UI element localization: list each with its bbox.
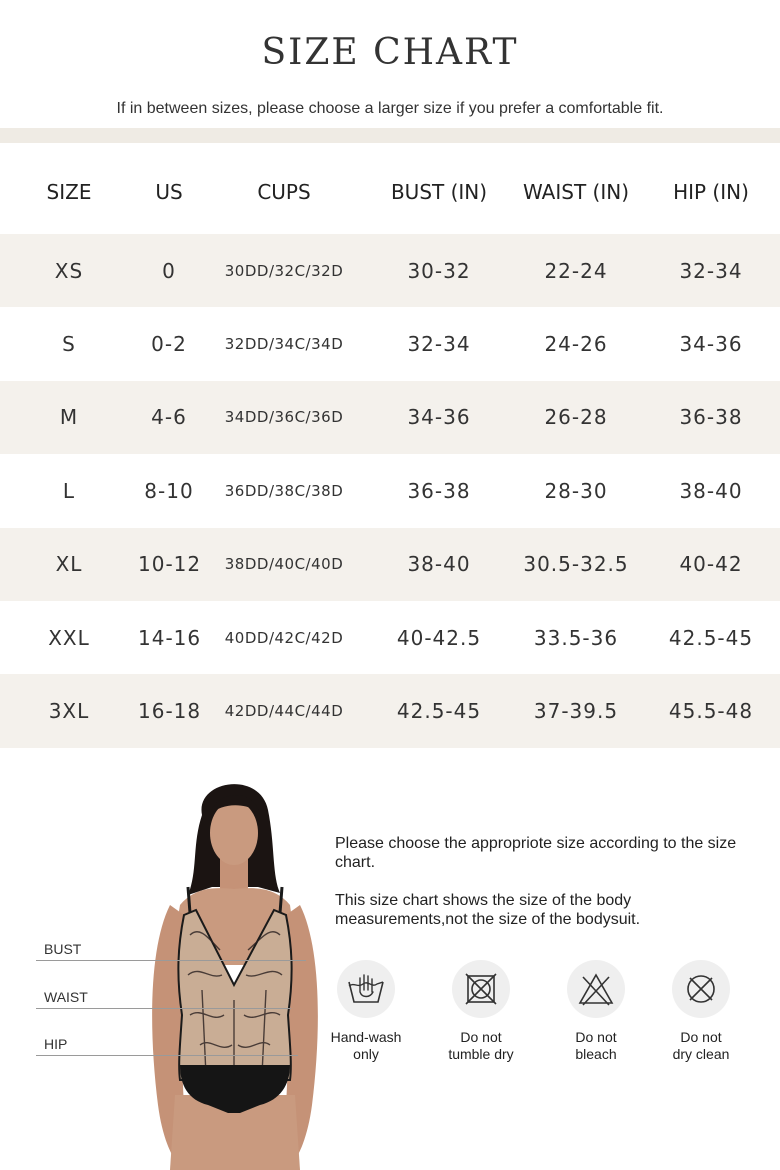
cell-waist: 30.5-32.5 <box>523 552 629 577</box>
info-paragraph-1: Please choose the appropriote size according to the size chart. <box>335 835 737 871</box>
cell-bust: 42.5-45 <box>396 699 482 724</box>
cell-hip: 38-40 <box>679 478 743 503</box>
page-subtitle: If in between sizes, please choose a larger size if you prefer a comfortable fit. <box>116 100 664 117</box>
cell-waist: 24-26 <box>544 332 608 357</box>
cell-us: 0 <box>162 258 176 283</box>
column-header-size: SIZE <box>46 180 92 204</box>
cell-us: 16-18 <box>138 699 202 724</box>
cell-hip: 34-36 <box>679 332 743 357</box>
table-row <box>0 601 780 674</box>
care-item-hand-wash <box>311 960 421 1063</box>
cell-waist: 37-39.5 <box>533 699 619 724</box>
cell-cups: 32DD/34C/34D <box>224 335 344 354</box>
care-item-no-dry-clean <box>646 960 756 1063</box>
hand-wash-icon <box>337 960 395 1018</box>
cell-bust: 34-36 <box>407 405 471 430</box>
cell-bust: 36-38 <box>407 478 471 503</box>
hip-line <box>36 1055 298 1056</box>
size-table <box>0 150 780 748</box>
cell-bust: 30-32 <box>407 258 471 283</box>
waist-label: WAIST <box>44 989 88 1005</box>
cell-size: XXL <box>48 625 90 650</box>
table-header-row <box>0 150 780 234</box>
info-paragraph-2: This size chart shows the size of the body measurements,not the size of the bodysuit. <box>335 892 641 928</box>
cell-hip: 45.5-48 <box>668 699 754 724</box>
cell-us: 0-2 <box>151 332 187 357</box>
cell-hip: 36-38 <box>679 405 743 430</box>
cell-us: 14-16 <box>138 625 202 650</box>
cell-us: 8-10 <box>144 478 194 503</box>
hip-label: HIP <box>44 1036 68 1052</box>
care-label: Do not tumble dry <box>448 1029 514 1062</box>
cell-us: 4-6 <box>151 405 187 430</box>
table-row <box>0 381 780 454</box>
no-tumble-dry-icon <box>452 960 510 1018</box>
table-row <box>0 307 780 380</box>
table-row <box>0 528 780 601</box>
cell-bust: 40-42.5 <box>396 625 482 650</box>
table-row <box>0 454 780 527</box>
cell-waist: 33.5-36 <box>533 625 619 650</box>
table-row <box>0 234 780 307</box>
cell-size: M <box>59 405 79 430</box>
care-label: Do not dry clean <box>672 1029 730 1062</box>
no-dry-clean-icon <box>672 960 730 1018</box>
bust-line <box>36 960 306 961</box>
column-header-hip: HIP (IN) <box>673 180 749 204</box>
divider-band <box>0 128 780 143</box>
column-header-us: US <box>155 180 183 204</box>
cell-waist: 26-28 <box>544 405 608 430</box>
cell-bust: 32-34 <box>407 332 471 357</box>
cell-bust: 38-40 <box>407 552 471 577</box>
cell-size: S <box>62 332 76 357</box>
care-label: Hand-wash only <box>330 1029 402 1062</box>
no-bleach-icon <box>567 960 625 1018</box>
cell-cups: 42DD/44C/44D <box>224 702 344 721</box>
cell-waist: 22-24 <box>544 258 608 283</box>
column-header-bust: BUST (IN) <box>390 180 488 204</box>
cell-size: XS <box>54 258 84 283</box>
model-figure <box>140 775 330 1170</box>
cell-hip: 40-42 <box>679 552 743 577</box>
care-item-no-tumble-dry <box>426 960 536 1063</box>
cell-hip: 42.5-45 <box>668 625 754 650</box>
care-label: Do not bleach <box>575 1029 617 1062</box>
table-row <box>0 674 780 747</box>
cell-size: XL <box>55 552 83 577</box>
cell-waist: 28-30 <box>544 478 608 503</box>
column-header-waist: WAIST (IN) <box>523 180 629 204</box>
cell-us: 10-12 <box>138 552 202 577</box>
page-title: SIZE CHART <box>261 32 519 73</box>
cell-cups: 36DD/38C/38D <box>224 481 344 500</box>
cell-size: L <box>62 478 76 503</box>
cell-cups: 40DD/42C/42D <box>224 628 344 647</box>
care-item-no-bleach <box>541 960 651 1063</box>
cell-hip: 32-34 <box>679 258 743 283</box>
cell-size: 3XL <box>48 699 90 724</box>
cell-cups: 38DD/40C/40D <box>224 555 344 574</box>
cell-cups: 30DD/32C/32D <box>224 261 344 280</box>
waist-line <box>36 1008 291 1009</box>
cell-cups: 34DD/36C/36D <box>224 408 344 427</box>
bust-label: BUST <box>44 941 82 957</box>
column-header-cups: CUPS <box>257 180 311 204</box>
